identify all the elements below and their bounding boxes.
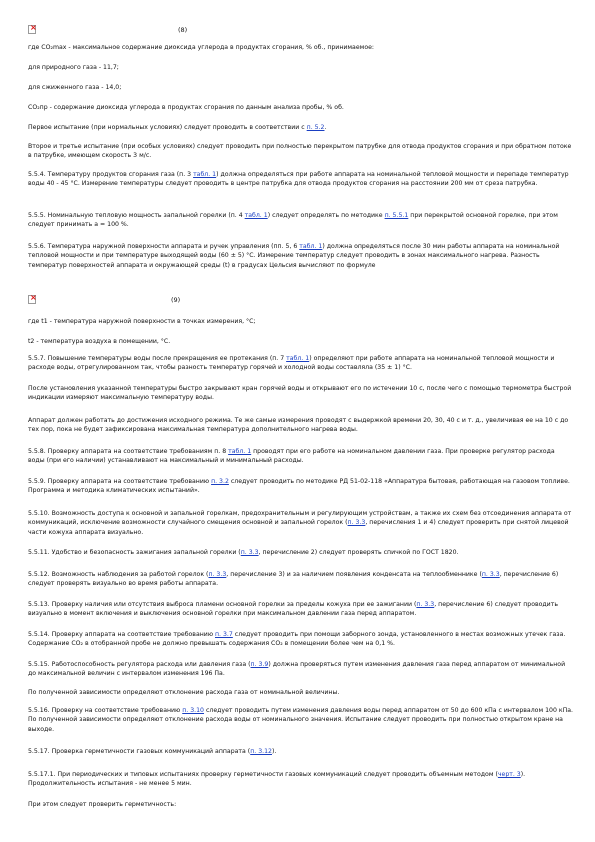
paragraph: 5.5.17.1. При периодических и типовых испытаниях проверку герметичности газовых коммуникаций следует проводить объемным методом (черт. 3). Продолжительность испытания - не менее 5 мин.	[28, 771, 526, 788]
paragraph: 5.5.9. Проверку аппарата на соответствие требованию п. 3.2 следует проводить по методике РД 51-02-118 «Аппаратура бытовая, работающая на газовом топливе. Программа и методика климатических испытаний».	[28, 478, 570, 495]
paragraph: 5.5.16. Проверку на соответствие требованию п. 3.10 следует проводить путем изменения давления воды перед аппаратом от 50 до 600 кПа с интервалом 100 кПа. По полученной зависимости определяют отклонение расхода воды от номинального значения. Испытание следует проводить при полностью открытом кране на выходе.	[28, 707, 574, 733]
formula-8	[28, 25, 573, 37]
paragraph: 5.5.17. Проверка герметичности газовых коммуникаций аппарата (п. 3.12).	[28, 748, 277, 755]
table-link[interactable]: табл. 1	[286, 355, 310, 362]
clause-link[interactable]: п. 5.5.1	[384, 212, 409, 219]
clause-link[interactable]: п. 3.9	[250, 661, 269, 668]
paragraph: 5.5.4. Температуру продуктов сгорания газа (п. 3 табл. 1) должна определяться при работе аппарата на номинальной тепловой мощности и перепаде температур воды 40 - 45 °С. Измерение температуры следует проводить в центре патрубка для отвода продуктов сгорания на расстоянии 200 мм от среза патрубка.	[28, 171, 569, 188]
formula-number: (8)	[178, 26, 188, 34]
paragraph: Второе и третье испытание (при особых условиях) следует проводить при полностью перекрытом патрубке для отвода продуктов сгорания и при обратном потоке в патрубке, имеющем скорость 3 м/с.	[28, 143, 572, 160]
paragraph: 5.5.7. Повышение температуры воды после прекращения ее протекания (п. 7 табл. 1) определяют при работе аппарата на номинальной тепловой мощности и расходе воды, отрегулированном так, чтобы разность температур горячей и холодной воды составляла (35 ± 1) °С.	[28, 355, 555, 372]
clause-link[interactable]: п. 3.2	[211, 478, 229, 485]
paragraph: 5.5.10. Возможность доступа к основной и запальной горелкам, предохранительным и регулирующим устройствам, а также их схем без отсоединения аппарата от коммуникаций, исключение возможности случайного смещения основной и запальной горелок (п. 3.3, перечисления 1 и 4) следует проверить при снятой лицевой части кожуха аппарата визуально.	[28, 510, 572, 536]
clause-link[interactable]: п. 3.3	[240, 549, 259, 556]
paragraph: При этом следует проверить герметичность:	[28, 801, 177, 808]
paragraph: CO₂пр - содержание диоксида углерода в продуктах сгорания по данным анализа пробы, % об.	[28, 104, 344, 111]
table-link[interactable]: табл. 1	[193, 171, 217, 178]
clause-link[interactable]: п. 3.10	[182, 707, 204, 714]
clause-link[interactable]: п. 3.7	[215, 631, 233, 638]
drawing-link[interactable]: черт. 3	[497, 771, 521, 778]
paragraph: где CO₂max - максимальное содержание диоксида углерода в продуктах сгорания, % об., принимаемое:	[28, 44, 374, 51]
paragraph: 5.5.5. Номинальную тепловую мощность запальной горелки (п. 4 табл. 1) следует определять по методике п. 5.5.1 при перекрытой основной горелке, при этом следует принимать a = 100 %.	[28, 212, 558, 229]
clause-link[interactable]: п. 3.3	[347, 519, 366, 527]
paragraph: где t1 - температура наружной поверхности в точках измерения, °С;	[28, 318, 256, 325]
clause-link[interactable]: п. 3.3	[208, 571, 227, 578]
paragraph: После установления указанной температуры быстро закрывают кран горячей воды и открывают его по истечении 10 с, после чего с помощью термометра быстрой индикации измеряют максимальную температуру воды.	[28, 385, 572, 402]
clause-link[interactable]: п. 5.2	[306, 124, 325, 131]
paragraph: 5.5.12. Возможность наблюдения за работой горелок (п. 3.3, перечисление 3) и за наличием появления конденсата на теплообменнике (п. 3.3, перечисление 6) следует проверять визуально во время работы аппарата.	[28, 571, 559, 588]
paragraph: для природного газа - 11,7;	[28, 64, 119, 71]
paragraph: Первое испытание (при нормальных условиях) следует проводить в соответствии с п. 5.2.	[28, 124, 327, 131]
table-link[interactable]: табл. 1	[299, 243, 323, 250]
clause-link[interactable]: п. 3.12	[250, 748, 272, 755]
paragraph: 5.5.8. Проверку аппарата на соответствие требованиям п. 8 табл. 1 проводят при его работе на номинальном давлении газа. При проверке регулятор расхода воды (при его наличии) устанавливают на максимальный и минимальный расходы.	[28, 448, 555, 465]
broken-image-icon	[28, 295, 36, 304]
formula-9	[28, 295, 573, 307]
broken-image-icon	[28, 25, 36, 34]
clause-link[interactable]: п. 3.3	[481, 571, 500, 578]
table-link[interactable]: табл. 1	[244, 212, 268, 219]
formula-number: (9)	[171, 296, 181, 304]
paragraph: 5.5.14. Проверку аппарата на соответствие требованию п. 3.7 следует проводить при помощи заборного зонда, установленного в местах возможных утечек газа. Содержание CO₂ в отобранной пробе не должно превышать содержания CO₂ в помещении более чем на 0,1 %.	[28, 631, 566, 648]
paragraph: По полученной зависимости определяют отклонение расхода газа от номинальной величины.	[28, 689, 340, 696]
paragraph: 5.5.15. Работоспособность регулятора расхода или давления газа (п. 3.9) должна проверяться путем изменения давления газа перед аппаратом от минимальной до максимальной величин с интервалом изменения 196 Па.	[28, 661, 566, 678]
clause-link[interactable]: п. 3.3	[416, 601, 435, 608]
paragraph: 5.5.11. Удобство и безопасность зажигания запальной горелки (п. 3.3, перечисление 2) следует проверять спичкой по ГОСТ 1820.	[28, 549, 459, 556]
paragraph: для сжиженного газа - 14,0;	[28, 84, 122, 91]
paragraph: t2 - температура воздуха в помещении, °С.	[28, 338, 171, 345]
table-link[interactable]: табл. 1	[228, 448, 252, 455]
paragraph: 5.5.6. Температура наружной поверхности аппарата и ручек управления (пп. 5, 6 табл. 1) должна определяться после 30 мин работы аппарата на номинальной тепловой мощности и при температуре выходящей воды (60 ± 5) °С. Измерение температур следует проводить в зонах максимального нагрева. Разность температур поверхностей аппарата и окружающей среды (t) в градусах Цельсия вычисляют по формуле	[28, 243, 560, 269]
paragraph: 5.5.13. Проверку наличия или отсутствия выброса пламени основной горелки за пределы кожуха при ее зажигании (п. 3.3, перечисление 6) следует проводить визуально в момент включения и выключения основной горелки при максимальном давлении газа перед аппаратом.	[28, 601, 558, 618]
paragraph: Аппарат должен работать до достижения исходного режима. Те же самые измерения проводят с выдержкой времени 20, 30, 40 с и т. д., увеличивая ее на 10 с до тех пор, пока не будет зафиксирована максимальная температура дополнительного нагрева воды.	[28, 417, 569, 434]
